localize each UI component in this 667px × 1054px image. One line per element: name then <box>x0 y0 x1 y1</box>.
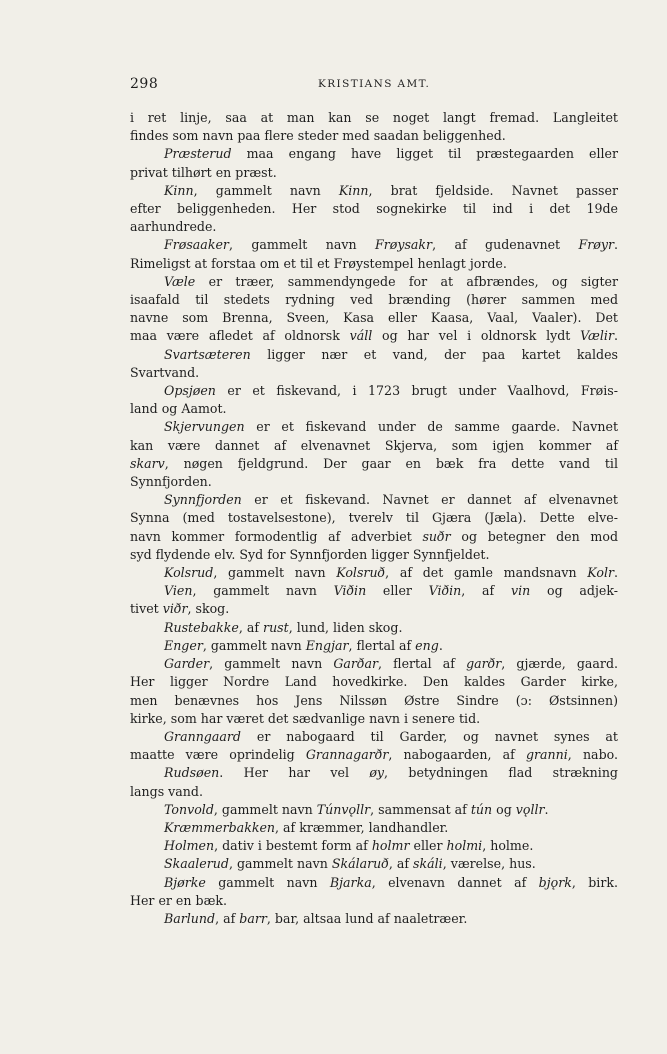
text-line <box>130 619 618 637</box>
text-run: , betydningen flad strækning <box>384 765 618 781</box>
text-run: er et fiskevand under de samme gaarde. Navnet <box>244 419 618 435</box>
italic-run: vin <box>510 583 531 599</box>
text-line <box>130 783 618 801</box>
italic-run: Præsterud <box>164 146 232 162</box>
text-run: , flertal af <box>378 656 467 672</box>
text-run: er træer, sammendyngede for at afbrændes, og sigter <box>195 273 618 289</box>
text-run: , af <box>215 910 240 926</box>
text-run: navne som Brenna, Sveen, Kasa eller Kaasa, Vaal, Vaaler). Det <box>130 310 618 326</box>
text-line <box>130 273 618 291</box>
italic-run: Opsjøen <box>164 383 216 399</box>
italic-run: granni <box>525 747 568 763</box>
italic-run: øy <box>369 765 385 781</box>
italic-run: holmi <box>446 838 483 854</box>
text-run: , nøgen fjeldgrund. Der gaar en bæk fra dette vand til <box>164 455 618 471</box>
text-line <box>130 910 618 928</box>
text-line <box>130 127 618 145</box>
text-line <box>130 291 618 309</box>
italic-run: skáli <box>413 856 443 872</box>
italic-run: Granngaard <box>164 728 241 744</box>
text-line <box>130 382 618 400</box>
text-run: maatte være oprindelig <box>130 747 306 763</box>
text-run: og adjek- <box>530 583 618 599</box>
text-run: Her er en bæk. <box>130 892 228 908</box>
italic-run: Synnfjorden <box>164 492 242 508</box>
text-line <box>130 455 618 473</box>
text-run: , af <box>238 619 264 635</box>
text-run: , flertal af <box>348 637 416 653</box>
text-run: eller <box>409 838 447 854</box>
text-run: , af det gamle mandsnavn <box>385 565 588 581</box>
text-run: , brat fjeldside. Navnet passer <box>368 182 618 198</box>
italic-run: Kolsrud <box>164 565 214 581</box>
text-run: , sammensat af <box>370 801 471 817</box>
italic-run: Vælir <box>580 328 614 344</box>
italic-run: Tonvold <box>164 801 214 817</box>
italic-run: Kinn <box>338 182 369 198</box>
text-line <box>130 218 618 236</box>
italic-run: eng <box>415 637 439 653</box>
text-line <box>130 892 618 910</box>
text-run: og betegner den mod <box>450 528 619 544</box>
italic-run: Kolsruð <box>336 565 386 581</box>
italic-run: Kræmmerbakken <box>164 819 276 835</box>
text-run: navn kommer formodentlig af adverbiet <box>130 528 423 544</box>
text-run: . <box>614 237 619 253</box>
text-line <box>130 437 618 455</box>
text-run: i ret linje, saa at man kan se noget langt fremad. Langleitet <box>130 110 618 125</box>
italic-run: Bjarka <box>329 874 372 890</box>
italic-run: barr <box>239 910 267 926</box>
text-line <box>130 673 618 691</box>
text-run: er et fiskevand, i 1723 brugt under Vaalhovd, Frøis- <box>215 383 618 399</box>
text-run: , nabo. <box>567 747 618 763</box>
text-line <box>130 855 618 873</box>
text-run: . <box>544 801 549 817</box>
text-line <box>130 874 618 892</box>
italic-run: Frøysakr <box>375 237 433 253</box>
text-run: , af kræmmer, landhandler. <box>275 819 449 835</box>
text-line <box>130 582 618 600</box>
text-run: kirke, som har været det sædvanlige navn i senere tid. <box>130 710 481 726</box>
text-run: . <box>614 565 619 581</box>
text-line <box>130 819 618 837</box>
text-run: , af gudenavnet <box>432 237 579 253</box>
text-run: ligger nær et vand, der paa kartet kaldes <box>250 346 618 362</box>
text-run: , skog. <box>187 601 230 617</box>
text-run: syd flydende elv. Syd for Synnfjorden ligger Synnfjeldet. <box>130 546 490 562</box>
text-line <box>130 746 618 764</box>
italic-run: Væle <box>164 273 196 289</box>
text-run: . Her har vel <box>219 765 370 781</box>
text-run: efter beliggenheden. Her stod sognekirke til ind i det 19de <box>130 201 618 217</box>
text-line <box>130 509 618 527</box>
italic-run: Barlund <box>164 910 216 926</box>
page-number: 298 <box>130 76 159 92</box>
text-line <box>130 109 618 127</box>
page-header <box>130 76 620 94</box>
text-line <box>130 655 618 673</box>
italic-run: holmr <box>371 838 410 854</box>
text-line <box>130 837 618 855</box>
text-run: maa være afledet af oldnorsk <box>130 328 350 344</box>
text-line <box>130 255 618 273</box>
text-line <box>130 236 618 254</box>
text-run: Synnfjorden. <box>130 474 212 490</box>
text-line <box>130 473 618 491</box>
italic-run: Frøyr <box>578 237 614 253</box>
text-run: isaafald til stedets rydning ved brænding (hører sammen med <box>130 292 618 308</box>
text-run: langs vand. <box>130 783 203 799</box>
text-line <box>130 692 618 710</box>
italic-run: Viðin <box>428 583 462 599</box>
text-line <box>130 710 618 728</box>
text-line <box>130 801 618 819</box>
italic-run: Svartsæteren <box>164 346 251 362</box>
italic-run: Garder <box>164 656 210 672</box>
text-run: , gammelt navn <box>192 583 334 599</box>
text-run: , elvenavn dannet af <box>371 874 539 890</box>
text-run: . <box>438 637 443 653</box>
text-line <box>130 182 618 200</box>
italic-run: bjǫrk <box>538 874 572 890</box>
italic-run: Kinn <box>164 182 194 198</box>
italic-run: skarv <box>130 455 165 471</box>
text-run: , gammelt navn <box>228 856 332 872</box>
body-text <box>130 109 618 928</box>
text-line <box>130 528 618 546</box>
text-line <box>130 546 618 564</box>
italic-run: Rudsøen <box>164 765 220 781</box>
text-run: og har vel i oldnorsk lydt <box>372 328 581 344</box>
text-line <box>130 564 618 582</box>
text-run: , lund, liden skog. <box>288 619 403 635</box>
text-line <box>130 309 618 327</box>
italic-run: Rustebakke <box>164 619 239 635</box>
text-run: er et fiskevand. Navnet er dannet af elvenavnet <box>241 492 618 508</box>
italic-run: Túnvǫllr <box>316 801 371 817</box>
italic-run: Viðin <box>333 583 367 599</box>
text-run: land og Aamot. <box>130 401 227 417</box>
text-line <box>130 728 618 746</box>
text-run: , gammelt navn <box>202 637 306 653</box>
text-run: findes som navn paa flere steder med saadan beliggenhed. <box>130 128 506 144</box>
text-run: maa engang have ligget til præstegaarden eller <box>231 146 618 162</box>
italic-run: Engjar <box>305 637 349 653</box>
text-run: , holme. <box>482 838 534 854</box>
text-run: , birk. <box>571 874 618 890</box>
text-line <box>130 164 618 182</box>
italic-run: Enger <box>164 637 203 653</box>
text-line <box>130 327 618 345</box>
text-run: , gammelt navn <box>213 801 317 817</box>
text-run: og <box>492 801 516 817</box>
text-run: men benævnes hos Jens Nilssøn Østre Sindre (ɔ: Østsinnen) <box>130 692 618 708</box>
italic-run: viðr <box>162 601 188 617</box>
text-line <box>130 491 618 509</box>
text-run: Synna (med tostavelsestone), tverelv til Gjæra (Jæla). Dette elve- <box>130 510 618 526</box>
italic-run: tún <box>470 801 493 817</box>
text-run: , gjærde, gaard. <box>501 656 619 672</box>
text-run: privat tilhørt en præst. <box>130 164 277 180</box>
text-run: tivet <box>130 601 163 617</box>
italic-run: rust <box>263 619 289 635</box>
text-run: , af <box>461 583 511 599</box>
text-run: Svartvand. <box>130 364 200 380</box>
italic-run: Holmen <box>164 838 215 854</box>
italic-run: garðr <box>466 656 502 672</box>
italic-run: Kolr <box>587 565 614 581</box>
italic-run: Skálaruð <box>331 856 389 872</box>
text-run: , gammelt navn <box>228 237 375 253</box>
text-run: , gammelt navn <box>213 565 337 581</box>
text-line <box>130 418 618 436</box>
text-line <box>130 764 618 782</box>
text-line <box>130 346 618 364</box>
text-run: , gammelt navn <box>209 656 334 672</box>
italic-run: suðr <box>422 528 451 544</box>
text-line <box>130 364 618 382</box>
text-run: Her ligger Nordre Land hovedkirke. Den kaldes Garder kirke, <box>130 674 618 690</box>
text-line <box>130 600 618 618</box>
text-run: aarhundrede. <box>130 219 217 235</box>
italic-run: váll <box>349 328 373 344</box>
italic-run: Vien <box>164 583 193 599</box>
text-run: kan være dannet af elvenavnet Skjerva, som igjen kommer af <box>130 437 618 453</box>
text-run: gammelt navn <box>205 874 330 890</box>
text-line <box>130 637 618 655</box>
running-head: KRISTIANS AMT. <box>318 78 431 90</box>
text-run: . <box>613 328 618 344</box>
text-run: eller <box>366 583 429 599</box>
text-run: , værelse, hus. <box>442 856 536 872</box>
text-run: , af <box>388 856 414 872</box>
text-line <box>130 200 618 218</box>
text-line <box>130 145 618 163</box>
italic-run: Bjørke <box>164 874 206 890</box>
text-run: , dativ i bestemt form af <box>214 838 372 854</box>
text-run: er nabogaard til Garder, og navnet synes at <box>240 728 618 744</box>
text-run: Rimeligst at forstaa om et til et Frøystempel henlagt jorde. <box>130 255 507 271</box>
text-run: , bar, altsaa lund af naaletræer. <box>266 910 468 926</box>
italic-run: Frøsaaker <box>164 237 229 253</box>
text-run: , nabogaarden, af <box>388 747 526 763</box>
italic-run: Garðar <box>333 656 379 672</box>
italic-run: Grannagarðr <box>305 747 389 763</box>
italic-run: Skaalerud <box>164 856 229 872</box>
italic-run: vǫllr <box>515 801 545 817</box>
text-run: , gammelt navn <box>193 182 339 198</box>
italic-run: Skjervungen <box>164 419 245 435</box>
text-line <box>130 400 618 418</box>
